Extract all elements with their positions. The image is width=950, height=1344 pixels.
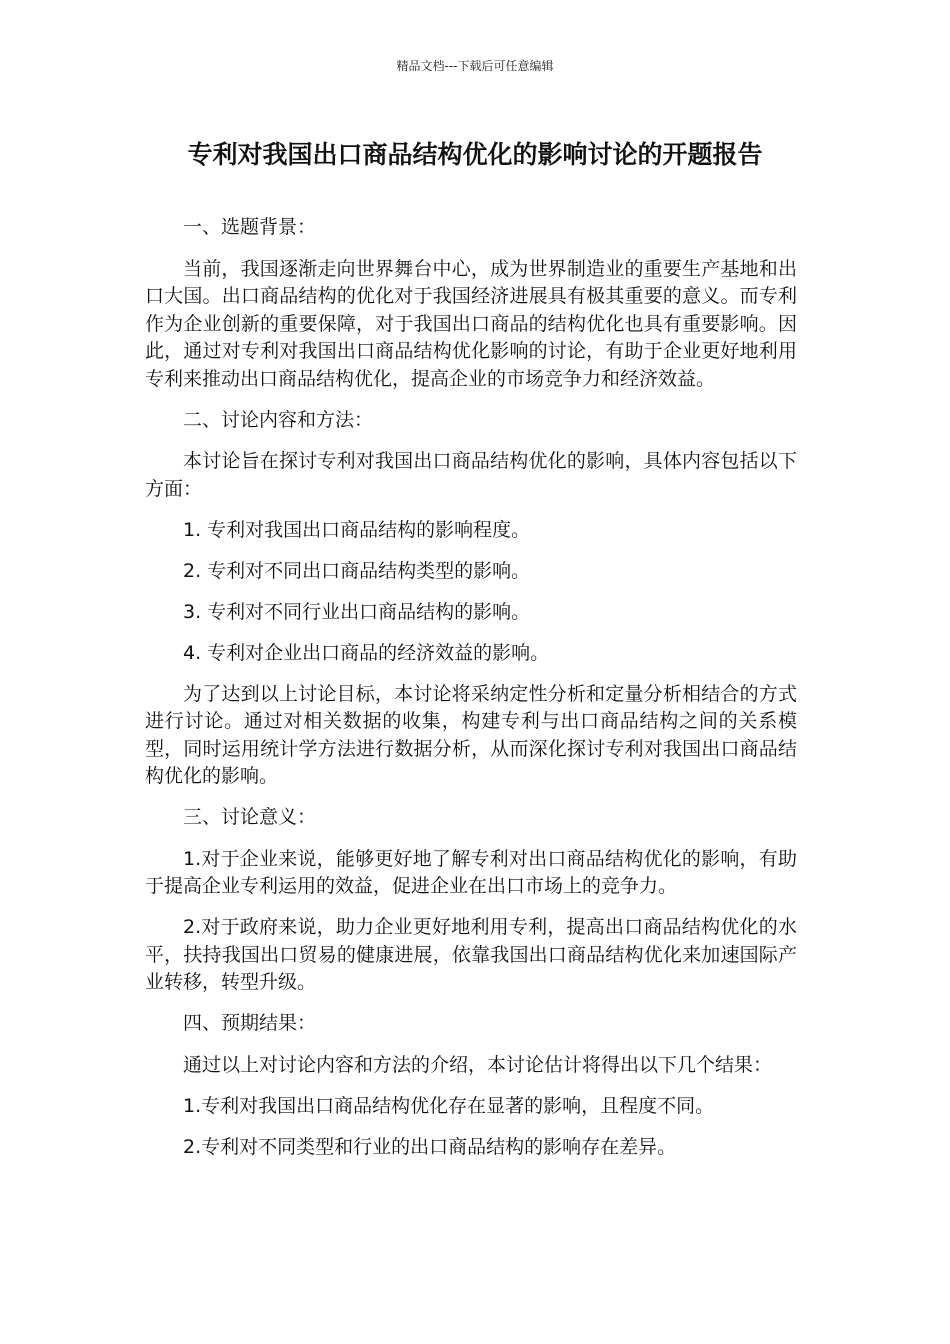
background-paragraph: 当前，我国逐渐走向世界舞台中心，成为世界制造业的重要生产基地和出口大国。出口商品结构的优化对于我国经济进展具有极其重要的意义。而专利作为企业创新的重要保障，对于我国出口商品的结构优化也具有重要影响。因此，通过对专利对我国出口商品结构优化影响的讨论，有助于企业更好地利用专利来推动出口商品结构优化，提高企业的市场竞争力和经济效益。	[145, 257, 797, 390]
content-list-item: 1. 专利对我国出口商品结构的影响程度。	[183, 518, 531, 541]
expected-item: 2.专利对不同类型和行业的出口商品结构的影响存在差异。	[183, 1135, 677, 1158]
content-intro-paragraph: 本讨论旨在探讨专利对我国出口商品结构优化的影响，具体内容包括以下方面：	[145, 450, 797, 500]
expected-item: 1.专利对我国出口商品结构优化存在显著的影响，且程度不同。	[183, 1094, 715, 1117]
content-list-item: 4. 专利对企业出口商品的经济效益的影响。	[183, 641, 550, 664]
significance-item: 1.对于企业来说，能够更好地了解专利对出口商品结构优化的影响，有助于提高企业专利运用的效益，促进企业在出口市场上的竞争力。	[145, 847, 797, 897]
header-note: 精品文档---下载后可任意编辑	[396, 59, 554, 73]
content-list-item: 3. 专利对不同行业出口商品结构的影响。	[183, 600, 531, 623]
content-list-item: 2. 专利对不同出口商品结构类型的影响。	[183, 559, 531, 582]
section-heading-content-methods: 二、讨论内容和方法：	[183, 408, 374, 431]
section-heading-significance: 三、讨论意义：	[183, 806, 317, 828]
section-heading-background: 一、选题背景：	[183, 216, 317, 238]
document-body	[145, 214, 797, 1175]
significance-item: 2.对于政府来说，助力企业更好地利用专利，提高出口商品结构优化的水平，扶持我国出口贸易的健康进展，依靠我国出口商品结构优化来加速国际产业转移，转型升级。	[145, 916, 797, 993]
section-heading-expected: 四、预期结果：	[183, 1012, 317, 1034]
document-title: 专利对我国出口商品结构优化的影响讨论的开题报告	[187, 140, 763, 169]
methods-paragraph: 为了达到以上讨论目标，本讨论将采纳定性分析和定量分析相结合的方式进行讨论。通过对相关数据的收集，构建专利与出口商品结构之间的关系模型，同时运用统计学方法进行数据分析，从而深化探讨专利对我国出口商品结构优化的影响。	[145, 682, 797, 787]
expected-intro-paragraph: 通过以上对讨论内容和方法的介绍，本讨论估计将得出以下几个结果：	[183, 1053, 773, 1076]
